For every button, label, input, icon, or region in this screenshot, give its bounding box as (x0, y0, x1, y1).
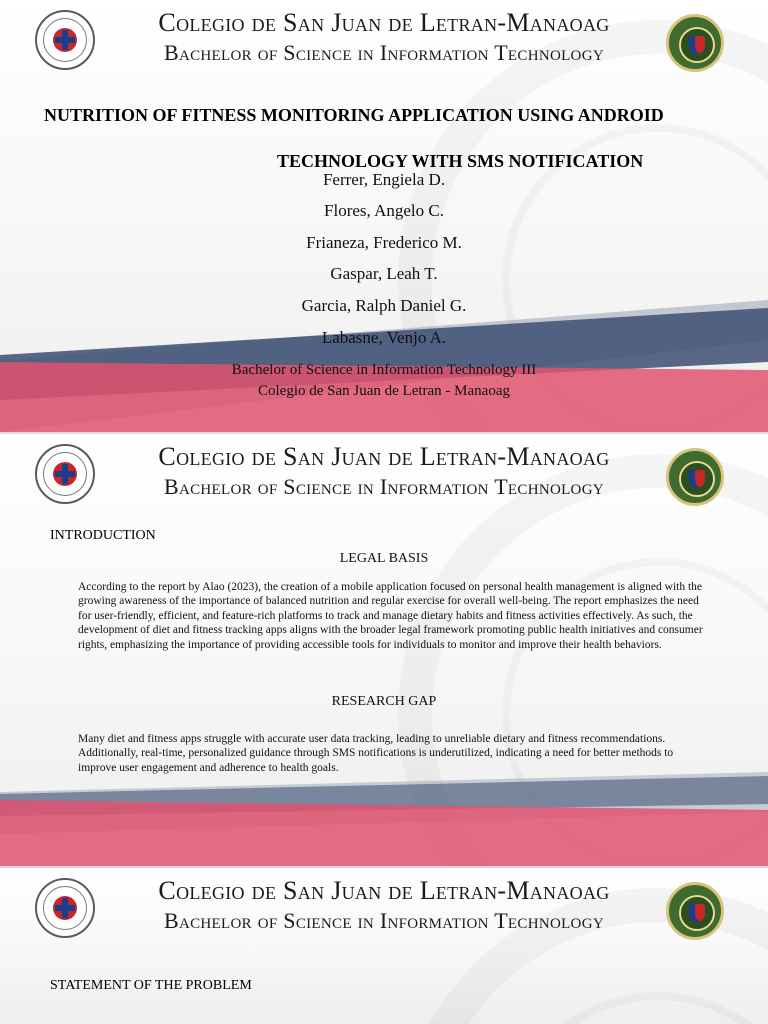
school-name: Colegio de San Juan de Letran-Manaoag (158, 442, 610, 471)
program-name: Bachelor of Science in Information Technology (164, 908, 604, 933)
research-gap-heading: RESEARCH GAP (331, 694, 437, 709)
author-name: Gaspar, Leah T. (330, 264, 438, 283)
slide-header (0, 868, 768, 954)
slide-title (0, 0, 768, 432)
author-name: Labasne, Venjo A. (321, 328, 447, 347)
research-gap-text: Many diet and fitness apps struggle with accurate user data tracking, leading to unreliable dietary and fitness recommendations. Additionally, real-time, personalized guidance through SMS notifications is underutilized, indicating a need for better methods to improve user engagement and adherence to health goals. (78, 733, 674, 774)
legal-basis-heading: LEGAL BASIS (339, 551, 429, 566)
title-line-1: NUTRITION OF FITNESS MONITORING APPLICATION USING ANDROID (44, 105, 664, 125)
college-seal-icon (666, 448, 724, 506)
course-year: Bachelor of Science in Information Technology III (231, 362, 537, 378)
college-seal-icon (666, 14, 724, 72)
school-footer: Colegio de San Juan de Letran - Manaoag (257, 383, 510, 399)
section-heading: INTRODUCTION (50, 528, 156, 543)
author-name: Garcia, Ralph Daniel G. (301, 296, 467, 315)
title-line-2: TECHNOLOGY WITH SMS NOTIFICATION (277, 151, 644, 171)
decorative-band (0, 764, 768, 866)
author-name: Frianeza, Frederico M. (306, 233, 462, 252)
college-seal-icon (666, 882, 724, 940)
author-name: Ferrer, Engiela D. (322, 170, 446, 189)
program-name: Bachelor of Science in Information Technology (164, 474, 604, 499)
slide-statement (0, 868, 768, 1024)
slide-header (0, 434, 768, 520)
legal-basis-text: According to the report by Alao (2023), the creation of a mobile application focused on personal health management is aligned with the growing awareness of the importance of balanced nutrition and regular exercise for overall well-being. The report emphasizes the need for user-friendly, efficient, and feature-rich platforms to track and manage dietary habits and fitness activities effectively. As such, the development of diet and fitness tracking apps aligns with the broader legal framework promoting public health initiatives and consumer rights, emphasizing the importance of providing accessible tools for individuals to monitor and improve their health behaviors. (78, 581, 703, 651)
school-name: Colegio de San Juan de Letran-Manaoag (158, 8, 610, 37)
section-heading: STATEMENT OF THE PROBLEM (50, 978, 252, 993)
author-name: Flores, Angelo C. (324, 201, 444, 220)
slide-header (0, 0, 768, 86)
program-name: Bachelor of Science in Information Technology (164, 40, 604, 65)
school-name: Colegio de San Juan de Letran-Manaoag (158, 876, 610, 905)
slide-introduction (0, 434, 768, 866)
